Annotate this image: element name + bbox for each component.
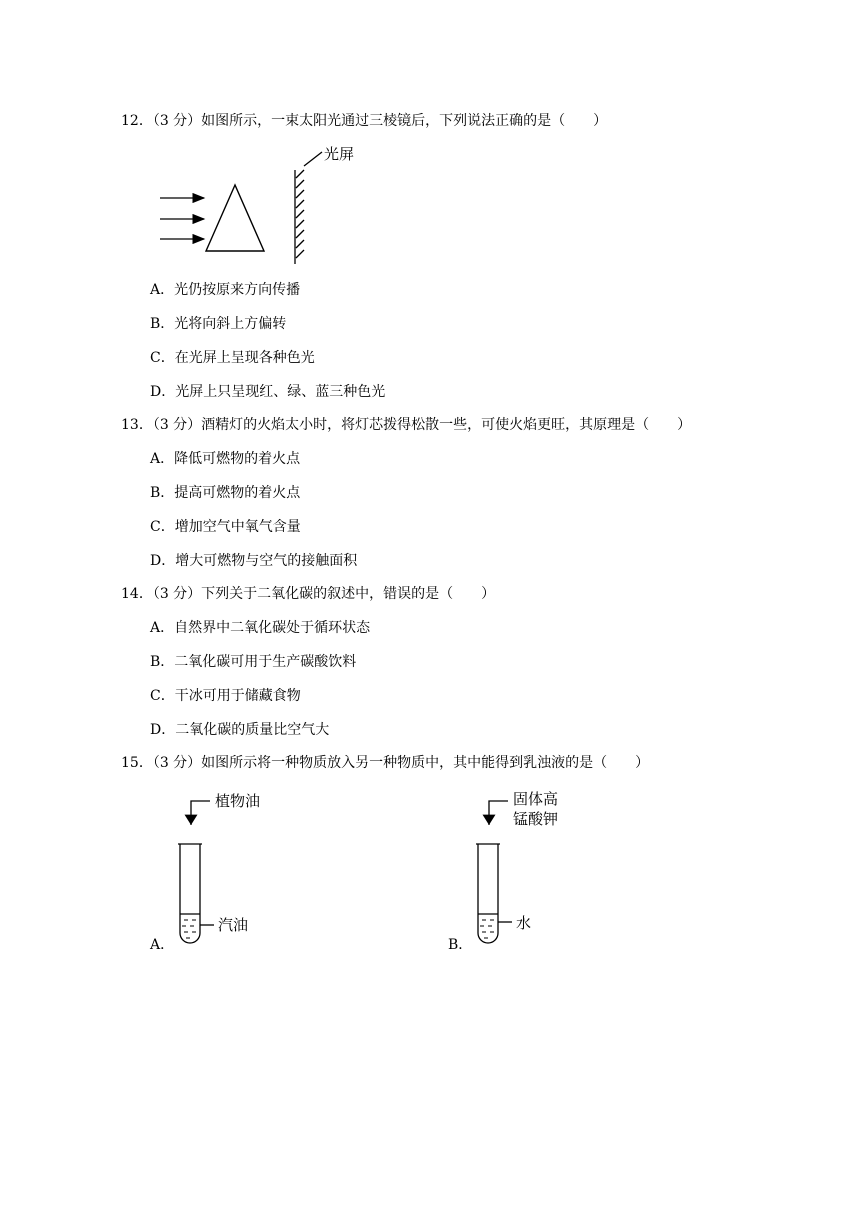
prism-diagram: [150, 140, 390, 270]
test-tube: [180, 844, 200, 943]
q12-option-a: A．光仍按原来方向传播: [150, 282, 301, 298]
question-13-stem: 13．（3 分）酒精灯的火焰太小时，将灯芯拨得松散一些，可使火焰更旺，其原理是（ ）: [121, 417, 692, 433]
option-a-label: A．: [150, 937, 175, 953]
light-screen: [295, 152, 322, 264]
question-14-stem: 14．（3 分）下列关于二氧化碳的叙述中，错误的是（ ）: [121, 586, 496, 602]
question-15-stem: 15．（3 分）如图所示将一种物质放入另一种物质中，其中能得到乳浊液的是（ ）: [121, 755, 650, 771]
screen-label: 光屏: [324, 145, 355, 163]
light-rays: [160, 198, 204, 239]
added-substance-label-line2: 锰酸钾: [513, 810, 559, 828]
test-tube-figure-a: [170, 785, 310, 955]
q14-option-c: C．干冰可用于储藏食物: [150, 688, 301, 704]
option-b-label: B．: [448, 937, 473, 953]
q13-option-c: C．增加空气中氧气含量: [150, 519, 301, 535]
added-substance-label: 植物油: [215, 792, 261, 810]
liquid-hatching: [480, 920, 494, 938]
question-12-stem: 12．（3 分）如图所示，一束太阳光通过三棱镜后，下列说法正确的是（ ）: [121, 113, 608, 129]
q14-option-b: B．二氧化碳可用于生产碳酸饮料: [150, 654, 357, 670]
q13-option-a: A．降低可燃物的着火点: [150, 451, 301, 467]
added-substance-label-line1: 固体高: [513, 790, 559, 808]
liquid-label: 水: [516, 914, 532, 932]
q12-option-d: D．光屏上只呈现红、绿、蓝三种色光: [150, 384, 386, 400]
prism-triangle: [206, 185, 264, 251]
q14-option-d: D．二氧化碳的质量比空气大: [150, 722, 330, 738]
arrow-icon: [489, 801, 508, 825]
test-tube-figure-b: [468, 785, 608, 955]
liquid-hatching: [182, 920, 196, 938]
arrow-icon: [191, 801, 210, 825]
liquid-label: 汽油: [218, 916, 249, 934]
q13-option-d: D．增大可燃物与空气的接触面积: [150, 553, 358, 569]
test-tube: [478, 844, 498, 943]
q12-option-b: B．光将向斜上方偏转: [150, 316, 287, 332]
q13-option-b: B．提高可燃物的着火点: [150, 485, 301, 501]
q14-option-a: A．自然界中二氧化碳处于循环状态: [150, 620, 371, 636]
q12-option-c: C．在光屏上呈现各种色光: [150, 350, 315, 366]
